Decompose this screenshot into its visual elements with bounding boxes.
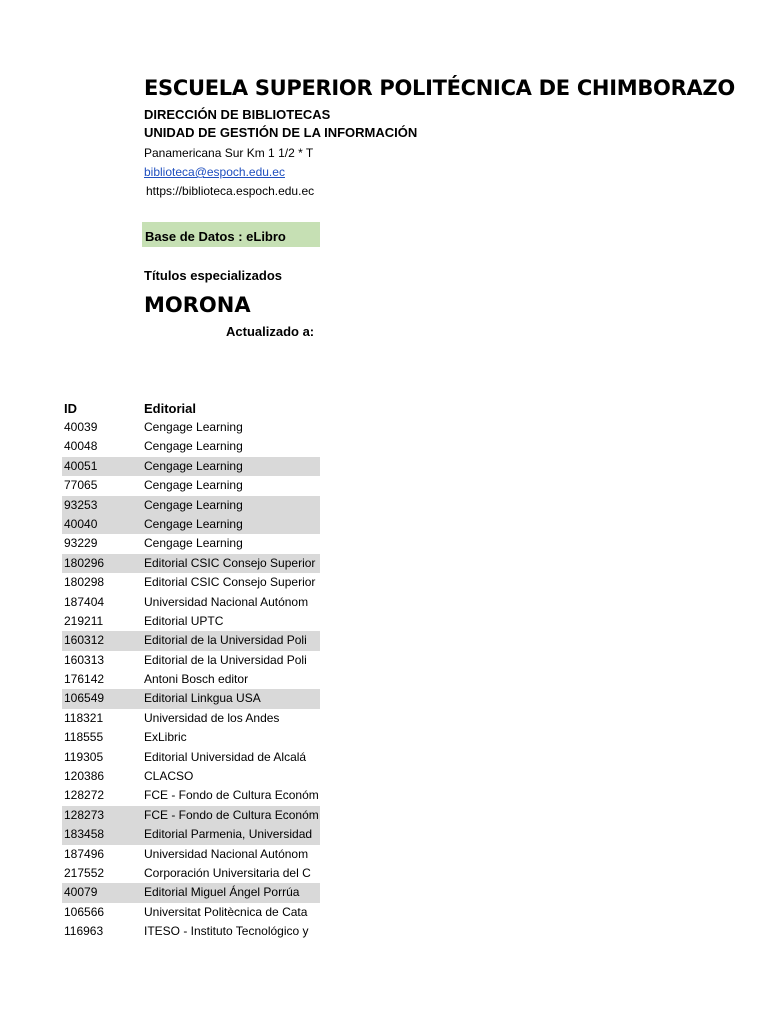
cell-editorial[interactable]: Editorial Universidad de Alcalá <box>144 749 307 764</box>
cell-id[interactable]: 176142 <box>64 672 105 687</box>
table-row[interactable] <box>62 457 320 476</box>
table-row[interactable] <box>62 573 320 592</box>
table-row[interactable] <box>62 825 320 844</box>
cell-editorial[interactable]: Antoni Bosch editor <box>144 672 249 687</box>
cell-editorial[interactable]: Editorial UPTC <box>144 613 224 628</box>
cell-id[interactable]: 106549 <box>64 691 105 706</box>
location-heading: MORONA <box>144 293 251 317</box>
cell-id[interactable]: 40079 <box>64 885 98 900</box>
cell-id[interactable]: 93229 <box>64 536 98 551</box>
cell-editorial[interactable]: Cengage Learning <box>144 458 243 473</box>
cell-id[interactable]: 217552 <box>64 865 105 880</box>
cell-editorial[interactable]: Universidad Nacional Autónom <box>144 594 309 609</box>
cell-id[interactable]: 93253 <box>64 497 98 512</box>
table-row[interactable] <box>62 612 320 631</box>
website-line: https://biblioteca.espoch.edu.ec <box>146 184 315 198</box>
cell-editorial[interactable]: Cengage Learning <box>144 420 243 434</box>
table-row[interactable] <box>62 709 320 728</box>
cell-id[interactable]: 187496 <box>64 846 105 861</box>
cell-editorial[interactable]: Editorial CSIC Consejo Superior <box>144 555 316 570</box>
table-row[interactable] <box>62 554 320 573</box>
cell-editorial[interactable]: Universitat Politècnica de Cata <box>144 904 308 919</box>
cell-id[interactable]: 128272 <box>64 788 105 803</box>
cell-id[interactable]: 120386 <box>64 769 105 784</box>
table-row[interactable] <box>62 670 320 689</box>
cell-editorial[interactable]: Cengage Learning <box>144 439 243 454</box>
cell-editorial[interactable]: Cengage Learning <box>144 516 243 531</box>
table-row[interactable] <box>62 631 320 650</box>
table-row[interactable] <box>62 437 320 456</box>
unit-line: UNIDAD DE GESTIÓN DE LA INFORMACIÓN <box>144 125 418 140</box>
cell-id[interactable]: 118555 <box>64 730 104 745</box>
table-row[interactable] <box>62 728 320 747</box>
table-body <box>62 418 320 942</box>
section-title: Títulos especializados <box>144 268 282 283</box>
cell-id[interactable]: 219211 <box>64 613 104 628</box>
table-row[interactable] <box>62 534 320 553</box>
cell-id[interactable]: 180298 <box>64 575 105 590</box>
cell-id[interactable]: 128273 <box>64 807 105 822</box>
cell-id[interactable]: 40048 <box>64 439 98 454</box>
cell-id[interactable]: 180296 <box>64 555 105 570</box>
table-row[interactable] <box>62 515 320 534</box>
table-row[interactable] <box>62 476 320 495</box>
cell-id[interactable]: 116963 <box>64 924 104 939</box>
cell-editorial[interactable]: Editorial Linkgua USA <box>144 691 261 706</box>
table-row[interactable] <box>62 786 320 805</box>
cell-id[interactable]: 119305 <box>64 749 104 764</box>
table-row[interactable] <box>62 496 320 515</box>
column-header-id: ID <box>64 401 77 416</box>
cell-id[interactable]: 160312 <box>64 633 105 648</box>
cell-editorial[interactable]: Universidad de los Andes <box>144 710 280 725</box>
cell-id[interactable]: 40039 <box>64 420 98 434</box>
table-row[interactable] <box>62 767 320 786</box>
cell-editorial[interactable]: Corporación Universitaria del C <box>144 865 311 880</box>
table-row[interactable] <box>62 418 320 437</box>
cell-editorial[interactable]: FCE - Fondo de Cultura Económ <box>144 807 319 822</box>
updated-label: Actualizado a: <box>226 324 315 339</box>
cell-editorial[interactable]: Editorial CSIC Consejo Superior <box>144 575 316 590</box>
cell-id[interactable]: 40040 <box>64 516 98 531</box>
cell-editorial[interactable]: Editorial Parmenia, Universidad <box>144 827 313 842</box>
cell-id[interactable]: 106566 <box>64 904 105 919</box>
table-row[interactable] <box>62 845 320 864</box>
cell-id[interactable]: 183458 <box>64 827 105 842</box>
email-link[interactable]: biblioteca@espoch.edu.ec <box>144 165 285 179</box>
cell-id[interactable]: 40051 <box>64 458 98 473</box>
table-row[interactable] <box>62 689 320 708</box>
cell-editorial[interactable]: Universidad Nacional Autónom <box>144 846 309 861</box>
cell-editorial[interactable]: Cengage Learning <box>144 497 243 512</box>
table-row[interactable] <box>62 864 320 883</box>
institution-title: ESCUELA SUPERIOR POLITÉCNICA DE CHIMBORAZO <box>144 76 735 100</box>
cell-editorial[interactable]: Editorial de la Universidad Poli <box>144 633 307 648</box>
cell-editorial[interactable]: Editorial Miguel Ángel Porrúa <box>144 885 300 900</box>
cell-editorial[interactable]: CLACSO <box>144 769 194 784</box>
cell-id[interactable]: 118321 <box>64 710 104 725</box>
table-row[interactable] <box>62 903 320 922</box>
cell-id[interactable]: 187404 <box>64 594 105 609</box>
column-header-editorial: Editorial <box>144 401 197 416</box>
address-line: Panamericana Sur Km 1 1/2 * T <box>144 146 314 160</box>
table-row[interactable] <box>62 806 320 825</box>
cell-editorial[interactable]: ExLibric <box>144 730 187 745</box>
cell-editorial[interactable]: Editorial de la Universidad Poli <box>144 652 307 667</box>
cell-editorial[interactable]: ITESO - Instituto Tecnológico y <box>144 924 309 939</box>
table-row[interactable] <box>62 748 320 767</box>
cell-editorial[interactable]: Cengage Learning <box>144 536 243 551</box>
cell-editorial[interactable]: Cengage Learning <box>144 478 243 493</box>
table-row[interactable] <box>62 651 320 670</box>
table-row[interactable] <box>62 883 320 902</box>
cell-editorial[interactable]: FCE - Fondo de Cultura Económ <box>144 788 319 803</box>
cell-id[interactable]: 77065 <box>64 478 98 493</box>
cell-id[interactable]: 160313 <box>64 652 105 667</box>
direction-line: DIRECCIÓN DE BIBLIOTECAS <box>144 107 331 122</box>
table-row[interactable] <box>62 922 320 941</box>
table-row[interactable] <box>62 593 320 612</box>
database-label: Base de Datos : eLibro <box>145 229 286 244</box>
